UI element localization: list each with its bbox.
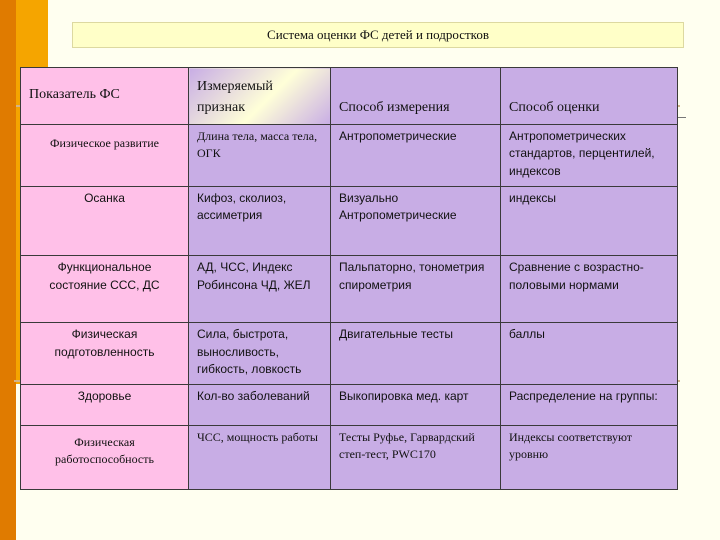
cell-evaluation: Распределение на группы: — [501, 384, 678, 425]
header-evaluation: Способ оценки — [501, 68, 678, 125]
cell-method: Тесты Руфье, Гарвардский степ-тест, PWC170 — [331, 425, 501, 489]
header-method: Способ измерения — [331, 68, 501, 125]
cell-sign: АД, ЧСС, Индекс Робинсона ЧД, ЖЕЛ — [189, 256, 331, 323]
cell-evaluation: баллы — [501, 323, 678, 384]
cell-method: Выкопировка мед. карт — [331, 384, 501, 425]
cell-method: Двигательные тесты — [331, 323, 501, 384]
cell-method: Визуально Антропометрические — [331, 187, 501, 256]
cell-method: Антропометрические — [331, 125, 501, 187]
cell-sign: Сила, быстрота, выносливость, гибкость, ловкость — [189, 323, 331, 384]
cell-indicator: Функциональное состояние ССС, ДС — [21, 256, 189, 323]
cell-sign: Кол-во заболеваний — [189, 384, 331, 425]
decorative-rule-tick — [678, 117, 686, 118]
cell-method: Пальпаторно, тонометрия спирометрия — [331, 256, 501, 323]
cell-indicator: Здоровье — [21, 384, 189, 425]
cell-sign: ЧСС, мощность работы — [189, 425, 331, 489]
cell-indicator: Осанка — [21, 187, 189, 256]
cell-indicator: Физическое развитие — [21, 125, 189, 187]
table-row — [21, 384, 678, 425]
header-sign: Измеряемый признак — [189, 68, 331, 125]
assessment-table — [20, 67, 678, 490]
table-row — [21, 125, 678, 187]
cell-indicator: Физическая подготовленность — [21, 323, 189, 384]
table-row — [21, 425, 678, 489]
left-orange-bar — [0, 0, 16, 540]
cell-evaluation: Антропометрических стандартов, перцентилей, индексов — [501, 125, 678, 187]
table-row — [21, 323, 678, 384]
cell-evaluation: Индексы соответствуют уровню — [501, 425, 678, 489]
table-row — [21, 256, 678, 323]
cell-sign: Длина тела, масса тела, ОГК — [189, 125, 331, 187]
cell-sign: Кифоз, сколиоз, ассиметрия — [189, 187, 331, 256]
cell-evaluation: Сравнение с возрастно-половыми нормами — [501, 256, 678, 323]
slide-title: Система оценки ФС детей и подростков — [72, 22, 684, 48]
table-header-row — [21, 68, 678, 125]
table-row — [21, 187, 678, 256]
cell-evaluation: индексы — [501, 187, 678, 256]
header-indicator: Показатель ФС — [21, 68, 189, 125]
cell-indicator: Физическая работоспособность — [21, 425, 189, 489]
